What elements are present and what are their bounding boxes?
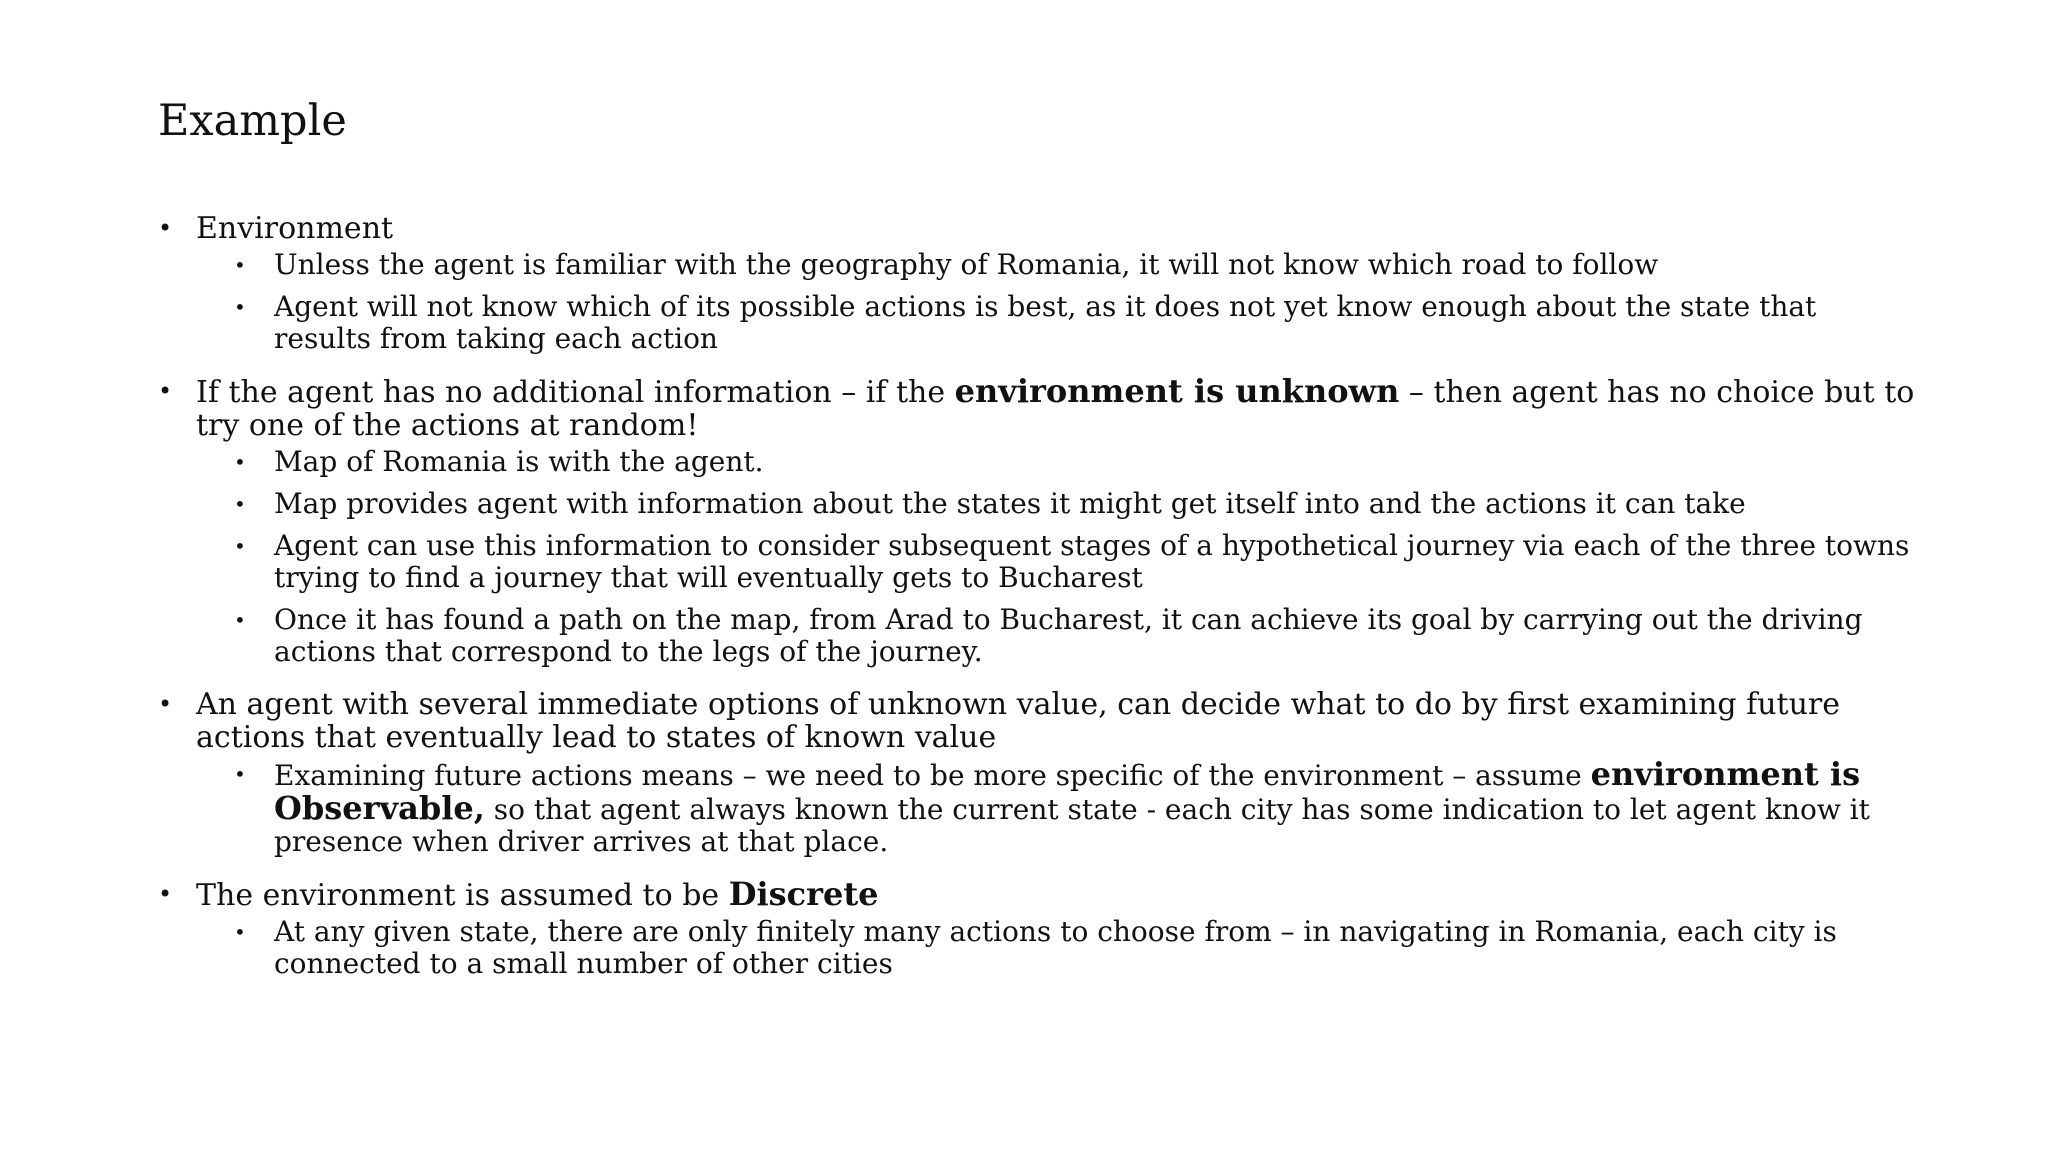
sub-bullet-list [196, 249, 1918, 355]
bullet-text: The environment is assumed to be [196, 878, 729, 913]
sub-bullet [234, 530, 1918, 594]
sub-bullet [234, 755, 1918, 858]
bullet-environment [158, 212, 1918, 355]
bullet-discrete [158, 875, 1918, 980]
sub-bullet-text: so that agent always known the current state - each city has some indication to let agent know it presence when driver arrives at that place. [274, 793, 1870, 858]
sub-bullet-text: Unless the agent is familiar with the geography of Romania, it will not know which road to follow [274, 248, 1659, 281]
bullet-text: – then agent has no choice but to try one of the actions at random! [196, 375, 1915, 443]
sub-bullet [234, 604, 1918, 668]
sub-bullet-text: Examining future actions means – we need to be more specific of the environment – assume [274, 759, 1591, 792]
sub-bullet [234, 488, 1918, 520]
sub-bullet [234, 916, 1918, 980]
bullet-immediate-options [158, 688, 1918, 858]
sub-bullet [234, 249, 1918, 281]
bullet-list [158, 212, 1918, 980]
sub-bullet-text: At any given state, there are only finitely many actions to choose from – in navigating in Romania, each city is connected to a small number of other cities [274, 915, 1837, 980]
bullet-text: If the agent has no additional information – if the [196, 375, 955, 410]
sub-bullet [234, 291, 1918, 355]
sub-bullet-text: Agent will not know which of its possible actions is best, as it does not yet know enough about the state that results from taking each action [274, 290, 1817, 355]
emphasis-environment-observable: environment is Observable, [274, 755, 1861, 827]
slide-content [158, 212, 1918, 980]
sub-bullet-text: Once it has found a path on the map, from Arad to Bucharest, it can achieve its goal by carrying out the driving actions that correspond to the legs of the journey. [274, 603, 1863, 668]
sub-bullet [234, 446, 1918, 478]
sub-bullet-text: Map provides agent with information about the states it might get itself into and the actions it can take [274, 487, 1746, 520]
bullet-unknown-environment [158, 372, 1918, 668]
sub-bullet-text: Agent can use this information to consider subsequent stages of a hypothetical journey via each of the three towns trying to find a journey that will eventually gets to Bucharest [274, 529, 1910, 594]
sub-bullet-list [196, 755, 1918, 858]
sub-bullet-list [196, 916, 1918, 980]
sub-bullet-text: Map of Romania is with the agent. [274, 445, 764, 478]
slide-title: Example [158, 96, 347, 146]
bullet-text: Environment [196, 211, 394, 246]
sub-bullet-list [196, 446, 1918, 668]
emphasis-environment-unknown: environment is unknown [954, 372, 1400, 410]
emphasis-discrete: Discrete [728, 875, 879, 913]
bullet-text: An agent with several immediate options of unknown value, can decide what to do by first examining future actions that eventually lead to states of known value [196, 687, 1841, 755]
